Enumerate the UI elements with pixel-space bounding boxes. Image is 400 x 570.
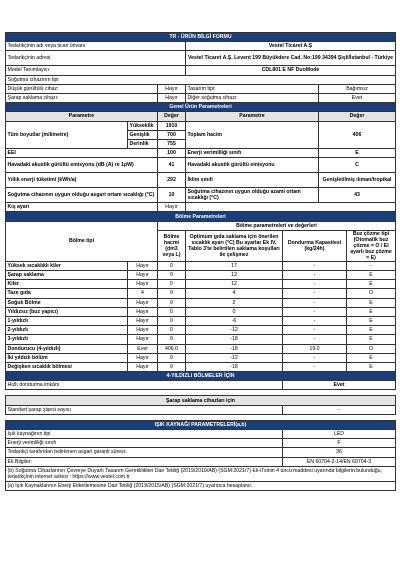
model-value: CDL801 E NF DuoMode — [186, 66, 396, 75]
compartment-freezing-capacity: - — [283, 298, 347, 307]
compartment-freezing-capacity: 19.0 — [283, 344, 347, 353]
compartment-values-title-row — [6, 221, 396, 230]
compartment-freezing-capacity: - — [283, 280, 347, 289]
col-header-value: Değer — [158, 112, 186, 121]
product-info-table — [5, 32, 396, 491]
col-header-defrost-type: Buz çözme tipi (Otomatik buz çözme = O / El ayarlı buz çözme = E) — [347, 230, 396, 261]
compartment-title-row — [6, 212, 396, 221]
compartment-temperature: 2 — [186, 298, 283, 307]
light-source-title: IŞIK KAYNAĞI PARAMETRELERİ(a,b) — [6, 420, 396, 429]
compartment-row — [6, 353, 396, 362]
compartment-temperature: -18 — [186, 362, 283, 371]
compartment-freezing-capacity: - — [283, 362, 347, 371]
col-header-volume: Bölme hacmi (dm3 veya L) — [158, 230, 186, 261]
compartment-temperature: -12 — [186, 326, 283, 335]
supplier-name-label: Tedarikçinin adı veya ticari ünvanı — [6, 42, 186, 51]
compartment-name: 3-yıldızlı — [6, 335, 128, 344]
general-param-row — [6, 188, 396, 203]
dimension-row — [6, 121, 396, 130]
compartment-volume: 0 — [158, 289, 186, 298]
compartment-params-title: Bölme Parametreleri — [6, 212, 396, 221]
compartment-temperature: -6 — [186, 316, 283, 325]
compartment-freezing-capacity: - — [283, 326, 347, 335]
dimensions-label: Tüm boyutlar (milimetre) — [6, 121, 128, 149]
compartment-defrost-type: E — [347, 335, 396, 344]
compartment-temperature: 4 — [186, 289, 283, 298]
compartment-name: Dondurucu (4-yıldızlı) — [6, 344, 128, 353]
form-title: TR - ÜRÜN BİLGİ FORMU — [6, 33, 396, 42]
model-label: Model Tanımlayıcı — [6, 66, 186, 75]
compartment-name: Yıldızsız (buz yapıcı) — [6, 307, 128, 316]
fast-freeze-value: Evet — [283, 381, 396, 390]
compartment-name: Değişken sıcaklık bölmesi — [6, 362, 128, 371]
min-ambient-label: Soğutma cihazının uygun olduğu asgari ortam sıcaklığı (°C) — [6, 188, 158, 203]
design-type-label: Tasarım tipi: — [186, 84, 319, 93]
warranty-value: 36 — [283, 448, 396, 457]
appliance-type-label: Soğutma cihazının tipi — [6, 75, 396, 84]
depth-label: Derinlik — [128, 139, 158, 148]
empty-cell — [186, 203, 396, 212]
col-header-value: Değer — [319, 112, 396, 121]
supplier-name-row — [6, 42, 396, 51]
footnote-row — [6, 466, 396, 481]
general-param-row — [6, 149, 396, 158]
compartment-name: Soğuk Bölme — [6, 298, 128, 307]
four-star-title-row — [6, 372, 396, 381]
footnote-a: (a) Işık Kaynaklarının Enerji Etiketlemesine Dair Tebliğ (2019/2015/AB) (SGM:2021/7) uyarınca hesaplanır. — [6, 481, 396, 490]
compartment-row — [6, 261, 396, 270]
light-energy-class-value: F — [283, 439, 396, 448]
supplier-address-label: Tedarikçinin adresi — [6, 51, 186, 66]
noise-class-value: C — [319, 158, 396, 173]
compartment-volume: 0 — [158, 298, 186, 307]
other-appliance-label: Diğer soğutma cihazı: — [186, 93, 319, 102]
compartment-volume: 0 — [158, 326, 186, 335]
compartment-present: Hayır — [128, 271, 158, 280]
compartment-defrost-type: E — [347, 362, 396, 371]
compartment-row — [6, 326, 396, 335]
light-row — [6, 457, 396, 466]
compartment-defrost-type: O — [347, 289, 396, 298]
compartment-temperature: 12 — [186, 280, 283, 289]
compartment-volume: 0 — [158, 353, 186, 362]
winter-setting-row — [6, 203, 396, 212]
climate-class-label: İklim sınıfı — [186, 173, 319, 188]
compartment-volume: 0 — [158, 280, 186, 289]
light-energy-class-label: Enerji verimliliği sınıfı — [6, 439, 283, 448]
compartment-volume: 406.0 — [158, 344, 186, 353]
max-ambient-label: Soğutma cihazının uygun olduğu azami ortam sıcaklığı (°C) — [186, 188, 319, 203]
width-label: Genişlik — [128, 130, 158, 139]
col-header-compartment-type: Bölme tipi — [6, 221, 158, 261]
compartment-row — [6, 289, 396, 298]
appliance-type-row — [6, 75, 396, 84]
additional-info-value: EN 60704-2-14/EN 60704-3 — [283, 457, 396, 466]
compartment-values-title: Bölme parametreleri ve değerleri — [158, 221, 396, 230]
light-row — [6, 448, 396, 457]
light-row — [6, 439, 396, 448]
col-header-freezing-capacity: Dondurma Kapasitesi (kg/24h) — [283, 230, 347, 261]
compartment-present: Hayır — [128, 316, 158, 325]
noise-db-value: 41 — [158, 158, 186, 173]
compartment-name: Şarap saklama — [6, 271, 128, 280]
compartment-defrost-type: - — [347, 261, 396, 270]
col-header-param: Parametre — [186, 112, 319, 121]
compartment-volume: 0 — [158, 335, 186, 344]
low-noise-label: Düşük gürültülü cihaz: — [6, 84, 158, 93]
winter-setting-value: Hayır — [158, 203, 186, 212]
energy-class-value: E — [319, 149, 396, 158]
compartment-freezing-capacity: - — [283, 271, 347, 280]
compartment-present: Hayır — [128, 335, 158, 344]
fast-freeze-label: Hızlı dondurma imkânı — [6, 381, 283, 390]
compartment-present: Evet — [128, 344, 158, 353]
compartment-defrost-type: E — [347, 280, 396, 289]
compartment-present: Hayır — [128, 362, 158, 371]
compartment-present: Hayır — [128, 261, 158, 270]
winter-setting-label: Kış ayarı — [6, 203, 158, 212]
energy-class-label: Enerji verimliliği sınıfı — [186, 149, 319, 158]
compartment-rows — [6, 261, 396, 371]
compartment-temperature: -18 — [186, 335, 283, 344]
wine-storage-value: Hayır — [158, 93, 186, 102]
col-header-temperature: Optimum gıda saklama için önerilen sıcaklık ayarı (°C) Bu ayarlar Ek IV, Tablo 3'te belirtilen saklama koşulları ile çelişmez — [186, 230, 283, 261]
total-volume-value: 406 — [319, 121, 396, 149]
top-title-row — [6, 33, 396, 42]
light-type-value: LED — [283, 430, 396, 439]
compartment-defrost-type: O — [347, 344, 396, 353]
climate-class-value: Genişletilmiş ılıman/tropikal — [319, 173, 396, 188]
compartment-volume: 0 — [158, 261, 186, 270]
eei-label: EEI — [6, 149, 158, 158]
compartment-present: Hayır — [128, 326, 158, 335]
compartment-name: 1-yıldızlı — [6, 316, 128, 325]
total-volume-label: Toplam hacim — [186, 121, 319, 149]
light-type-label: Işık kaynağının tipi — [6, 430, 283, 439]
general-param-row — [6, 158, 396, 173]
eei-value: 100 — [158, 149, 186, 158]
compartment-row — [6, 344, 396, 353]
compartment-freezing-capacity: - — [283, 335, 347, 344]
compartment-row — [6, 271, 396, 280]
height-value: 1910 — [158, 121, 186, 130]
warranty-label: Tedarikçi tarafından belirlenen asgari garanti süresi: — [6, 448, 283, 457]
compartment-temperature: 12 — [186, 271, 283, 280]
wine-row — [6, 405, 396, 414]
compartment-freezing-capacity: - — [283, 353, 347, 362]
compartment-defrost-type: E — [347, 271, 396, 280]
general-param-row — [6, 173, 396, 188]
compartment-name: Taze gıda — [6, 289, 128, 298]
type-pair-row — [6, 93, 396, 102]
compartment-name: 2-yıldızlı — [6, 326, 128, 335]
noise-db-label: Havadaki akustik gürültü emisyonu (dB (A) re 1pW) — [6, 158, 158, 173]
supplier-name-value: Vestel Ticaret A.Ş — [186, 42, 396, 51]
compartment-row — [6, 335, 396, 344]
compartment-temperature: -18 — [186, 344, 283, 353]
compartment-defrost-type: E — [347, 353, 396, 362]
type-pair-row — [6, 84, 396, 93]
compartment-present: Hayır — [128, 307, 158, 316]
four-star-row — [6, 381, 396, 390]
compartment-freezing-capacity: - — [283, 289, 347, 298]
col-header-param: Parametre — [6, 112, 158, 121]
compartment-row — [6, 298, 396, 307]
compartment-volume: 0 — [158, 362, 186, 371]
supplier-address-value: Vestel Ticaret A.Ş. Levent 199 Büyükdere Cad. No:199 34394 Şişli/İstanbul - Türkiye — [186, 51, 396, 66]
additional-info-label: Ek Bilgiler: — [6, 457, 283, 466]
wine-bottles-label: Standart şarap şişesi sayısı — [6, 405, 283, 414]
compartment-present: Hayır — [128, 298, 158, 307]
wine-storage-title: Şarap saklama cihazları için — [6, 396, 396, 405]
annual-energy-label: Yıllık enerji tüketimi (kWh/a) — [6, 173, 158, 188]
other-appliance-value: Evet — [319, 93, 396, 102]
compartment-row — [6, 316, 396, 325]
min-ambient-value: 10 — [158, 188, 186, 203]
compartment-temperature: 0 — [186, 307, 283, 316]
height-label: Yükseklik — [128, 121, 158, 130]
compartment-volume: 0 — [158, 271, 186, 280]
compartment-name: İki yıldızlı bölüm — [6, 353, 128, 362]
compartment-name: Kiler — [6, 280, 128, 289]
compartment-row — [6, 362, 396, 371]
compartment-present: 4 — [128, 289, 158, 298]
depth-value: 755 — [158, 139, 186, 148]
design-type-value: Bağımsız — [319, 84, 396, 93]
compartment-row — [6, 280, 396, 289]
compartment-temperature: 17 — [186, 261, 283, 270]
general-title-row — [6, 103, 396, 112]
footnote-row — [6, 481, 396, 490]
general-params-title: Genel Ürün Parametreleri — [6, 103, 396, 112]
general-header-row — [6, 112, 396, 121]
light-title-row — [6, 420, 396, 429]
compartment-defrost-type: E — [347, 307, 396, 316]
supplier-address-row — [6, 51, 396, 66]
compartment-temperature: -12 — [186, 353, 283, 362]
compartment-freezing-capacity: - — [283, 307, 347, 316]
width-value: 700 — [158, 130, 186, 139]
light-row — [6, 430, 396, 439]
compartment-freezing-capacity: - — [283, 261, 347, 270]
compartment-name: Yüksek sıcaklıklı kiler — [6, 261, 128, 270]
compartment-defrost-type: E — [347, 298, 396, 307]
footnote-b: (b) Soğutma Cihazlarının Çevreye Duyarlı Tasarım Gereklilikleri Dair Tebliğ (2019/2019/AB) (SGM:2021/7) Ek-II'sinin 4 üncü maddesi uyarında bilgilerin bulunduğu, tedarikçinin internet adresi : https://www.vestel.com.tr — [6, 466, 396, 481]
wine-title-row — [6, 396, 396, 405]
compartment-defrost-type: E — [347, 316, 396, 325]
wine-storage-label: Şarap saklama cihazı: — [6, 93, 158, 102]
compartment-present: Hayır — [128, 280, 158, 289]
compartment-present: Hayır — [128, 353, 158, 362]
compartment-volume: 0 — [158, 316, 186, 325]
model-row — [6, 66, 396, 75]
compartment-freezing-capacity: - — [283, 316, 347, 325]
low-noise-value: Hayır — [158, 84, 186, 93]
wine-bottles-value: - — [283, 405, 396, 414]
compartment-defrost-type: E — [347, 326, 396, 335]
noise-class-label: Havadaki akustik gürültü emisyonu — [186, 158, 319, 173]
four-star-title: 4-YILDIZLI BÖLMELER İÇİN — [6, 372, 396, 381]
compartment-row — [6, 307, 396, 316]
max-ambient-value: 43 — [319, 188, 396, 203]
annual-energy-value: 292 — [158, 173, 186, 188]
compartment-volume: 0 — [158, 307, 186, 316]
